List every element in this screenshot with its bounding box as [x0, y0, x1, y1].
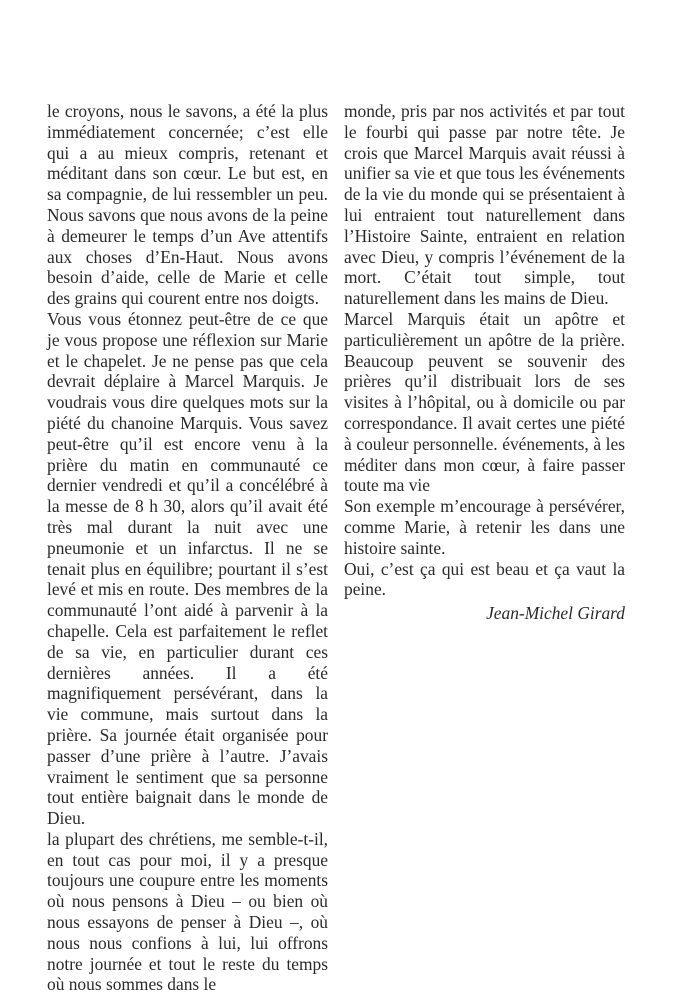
- paragraph: Son exemple m’encourage à persévérer, comme Marie, à retenir les dans une histoire sainte.: [344, 496, 625, 558]
- paragraph: la plupart des chrétiens, me semble-t-il, en tout cas pour moi, il y a presque toujours une coupure entre les moments où nous pensons à Dieu – ou bien où nous essayons de penser à Dieu –, où nous nous confions à lui, lui offrons notre journée et tout le reste du temps où nous sommes dans le: [47, 828, 328, 995]
- paragraph: Marcel Marquis était un apôtre et particulièrement un apôtre de la prière. Beaucoup peuvent se souvenir des prières qu’il distribuait lors de ses visites à l’hôpital, ou à domicile ou par correspondance. Il avait certes une piété à couleur personnelle. événements, à les méditer dans mon cœur, à faire passer toute ma vie: [344, 308, 625, 496]
- paragraph: monde, pris par nos activités et par tout le fourbi qui passe par notre tête. Je crois que Marcel Marquis avait réussi à unifier sa vie et que tous les événements de la vie du monde qui se présentaient à lui entraient tout naturellement dans l’Histoire Sainte, entraient en relation avec Dieu, y compris l’événement de la mort. C’était tout simple, tout naturellement dans les mains de Dieu.: [344, 101, 625, 309]
- left-column: [47, 101, 328, 995]
- paragraph: Oui, c’est ça qui est beau et ça vaut la peine.: [344, 558, 625, 600]
- right-column: [344, 101, 625, 624]
- paragraph: le croyons, nous le savons, a été la plus immédiatement concernée; c’est elle qui a au mieux compris, retenant et méditant dans son cœur. Le but est, en sa compagnie, de lui ressembler un peu. Nous savons que nous avons de la peine à demeurer le temps d’un Ave attentifs aux choses d’En-Haut. Nous avons besoin d’aide, celle de Marie et celle des grains qui courent entre nos doigts.: [47, 101, 328, 309]
- paragraph: Vous vous étonnez peut-être de ce que je vous propose une réflexion sur Marie et le chapelet. Je ne pense pas que cela devrait déplaire à Marcel Marquis. Je voudrais vous dire quelques mots sur la piété du chanoine Marquis. Vous savez peut-être qu’il est encore venu à la prière du matin en communauté ce dernier vendredi et qu’il a concélébré à la messe de 8 h 30, alors qu’il avait été très mal durant la nuit avec une pneumonie et un infarctus. Il ne se tenait plus en équilibre; pourtant il s’est levé et mis en route. Des membres de la communauté l’ont aidé à parvenir à la chapelle. Cela est parfaitement le reflet de sa vie, en particulier durant ces dernières années. Il a été magnifiquement persévérant, dans la vie commune, mais surtout dans la prière. Sa journée était organisée pour passer d’une prière à l’autre. J’avais vraiment le sentiment que sa personne tout entière baignait dans le monde de Dieu.: [47, 308, 328, 829]
- author-signature: Jean-Michel Girard: [486, 603, 625, 624]
